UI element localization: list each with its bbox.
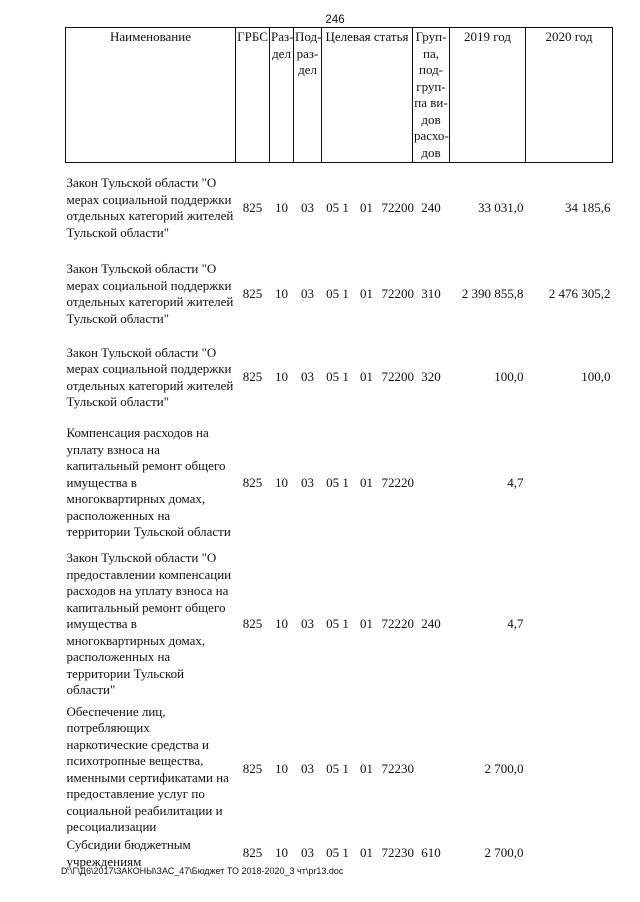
row-podrazdel: 03 <box>301 474 314 490</box>
row-2019: 100,0 <box>494 369 524 385</box>
row-name: Компенсация расходов на уплату взноса на капитальный ремонт общего имущества в многоквартирных домах, расположенных на территории Тульской области <box>66 425 231 540</box>
row-podrazdel: 03 <box>301 761 314 777</box>
row-target-2: 01 <box>360 616 373 632</box>
header-2019: 2019 год <box>450 28 526 163</box>
row-grbs: 825 <box>242 845 263 861</box>
row-target-1: 05 1 <box>326 761 349 777</box>
row-2020: 2 476 305,2 <box>548 285 611 301</box>
header-group-line: Груп- <box>415 29 447 44</box>
row-razdel: 10 <box>275 845 288 861</box>
footer-file-path: D:\Г\Д6\2017\ЗАКОНЫ\ЗАС_47\Бюджет ТО 2018-2020_3 чт\рr13.doc <box>61 866 344 876</box>
row-2020 <box>526 421 613 546</box>
row-grbs: 825 <box>242 616 263 632</box>
row-target-1: 05 1 <box>326 845 349 861</box>
table-row <box>66 421 613 546</box>
table-row <box>66 704 613 836</box>
row-razdel: 10 <box>275 474 288 490</box>
header-razdel <box>270 28 294 163</box>
row-podrazdel: 03 <box>301 285 314 301</box>
row-target-3: 72200 <box>381 200 414 215</box>
row-podrazdel: 03 <box>301 200 314 215</box>
header-podrazdel <box>294 28 322 163</box>
row-2020 <box>526 704 613 836</box>
header-group <box>413 28 450 163</box>
row-target-2: 01 <box>360 845 373 861</box>
row-target-1: 05 1 <box>326 369 349 385</box>
row-group: 240 <box>421 616 441 632</box>
header-group-line: дов <box>421 144 441 160</box>
row-2019: 2 700,0 <box>484 845 524 861</box>
header-group-line: под- <box>418 62 444 77</box>
row-target-2: 01 <box>360 285 373 301</box>
row-group <box>413 421 450 546</box>
header-group-line: па ви- <box>414 95 448 110</box>
row-2019: 2 390 855,8 <box>461 285 524 301</box>
row-target-1: 05 1 <box>326 285 349 301</box>
header-group-line: дов <box>421 111 441 127</box>
row-name: Обеспечение лиц, потребляющих наркотические средства и психотропные вещества, именными сертификатами на предоставление услуг по социальной реабилитации и ресоциализации <box>66 703 229 834</box>
row-2020: 34 185,6 <box>565 200 611 215</box>
row-razdel: 10 <box>275 761 288 777</box>
row-target-1: 05 1 <box>326 474 349 490</box>
budget-table <box>65 27 613 872</box>
row-2019: 2 700,0 <box>484 761 524 777</box>
row-name: Закон Тульской области "О мерах социальной поддержки отдельных категорий жителей Тульской области" <box>66 344 234 409</box>
header-name: Наименование <box>66 28 236 163</box>
page-number: 246 <box>325 14 345 26</box>
row-grbs: 825 <box>242 369 263 385</box>
row-podrazdel: 03 <box>301 845 314 861</box>
row-razdel: 10 <box>275 200 288 215</box>
row-target-2: 01 <box>360 761 373 777</box>
row-target-3: 72220 <box>381 616 414 632</box>
row-target-3: 72220 <box>381 474 414 490</box>
row-name: Закон Тульской области "О мерах социальной поддержки отдельных категорий жителей Тульской области" <box>66 261 234 326</box>
row-grbs: 825 <box>242 474 263 490</box>
row-target-3: 72200 <box>381 369 414 385</box>
row-razdel: 10 <box>275 285 288 301</box>
row-razdel: 10 <box>275 369 288 385</box>
row-target-2: 01 <box>360 369 373 385</box>
row-group: 310 <box>421 285 441 301</box>
row-2019: 33 031,0 <box>478 200 524 215</box>
row-2020: 100,0 <box>581 369 611 385</box>
row-name: Закон Тульской области "О предоставлении компенсации расходов на уплату взноса на капитальный ремонт общего имущества в многоквартирных домах, расположенных на территории Тульской области" <box>66 550 232 698</box>
header-group-line: расхо- <box>414 128 449 143</box>
row-razdel: 10 <box>275 616 288 632</box>
header-2020: 2020 год <box>526 28 613 163</box>
row-name: Закон Тульской области "О мерах социальной поддержки отдельных категорий жителей Тульской области" <box>66 175 234 240</box>
row-target-2: 01 <box>360 474 373 490</box>
row-name: Субсидии бюджетным учреждениям <box>66 837 191 869</box>
header-podrazdel-line: Под- <box>295 29 322 44</box>
header-podrazdel-line: дел <box>298 62 317 77</box>
row-podrazdel: 03 <box>301 369 314 385</box>
table-row <box>66 335 613 421</box>
table-row <box>66 254 613 335</box>
row-2019: 4,7 <box>507 616 524 632</box>
row-grbs: 825 <box>242 761 263 777</box>
table-row <box>66 546 613 704</box>
row-group <box>413 704 450 836</box>
row-target-1: 05 1 <box>326 616 349 632</box>
header-razdel-line: дел <box>272 45 291 61</box>
row-target-3: 72230 <box>381 845 414 861</box>
row-target-3: 72230 <box>381 761 414 777</box>
table-header-row <box>66 28 613 163</box>
header-group-line: па, <box>423 45 439 61</box>
row-2020 <box>526 836 613 872</box>
row-grbs: 825 <box>242 285 263 301</box>
header-target: Целевая статья <box>322 28 413 163</box>
header-podrazdel-line: раз- <box>296 45 319 61</box>
row-group: 610 <box>421 845 441 861</box>
row-2020 <box>526 546 613 704</box>
table-row <box>66 163 613 254</box>
row-group: 240 <box>421 200 441 215</box>
row-grbs: 825 <box>242 200 263 215</box>
header-group-line: груп- <box>416 78 446 94</box>
header-razdel-line: Раз- <box>271 29 294 44</box>
header-grbs: ГРБС <box>236 28 270 163</box>
row-2019: 4,7 <box>507 474 524 490</box>
row-target-2: 01 <box>360 200 373 215</box>
row-target-3: 72200 <box>381 285 414 301</box>
row-podrazdel: 03 <box>301 616 314 632</box>
row-target-1: 05 1 <box>326 200 349 215</box>
row-group: 320 <box>421 369 441 385</box>
